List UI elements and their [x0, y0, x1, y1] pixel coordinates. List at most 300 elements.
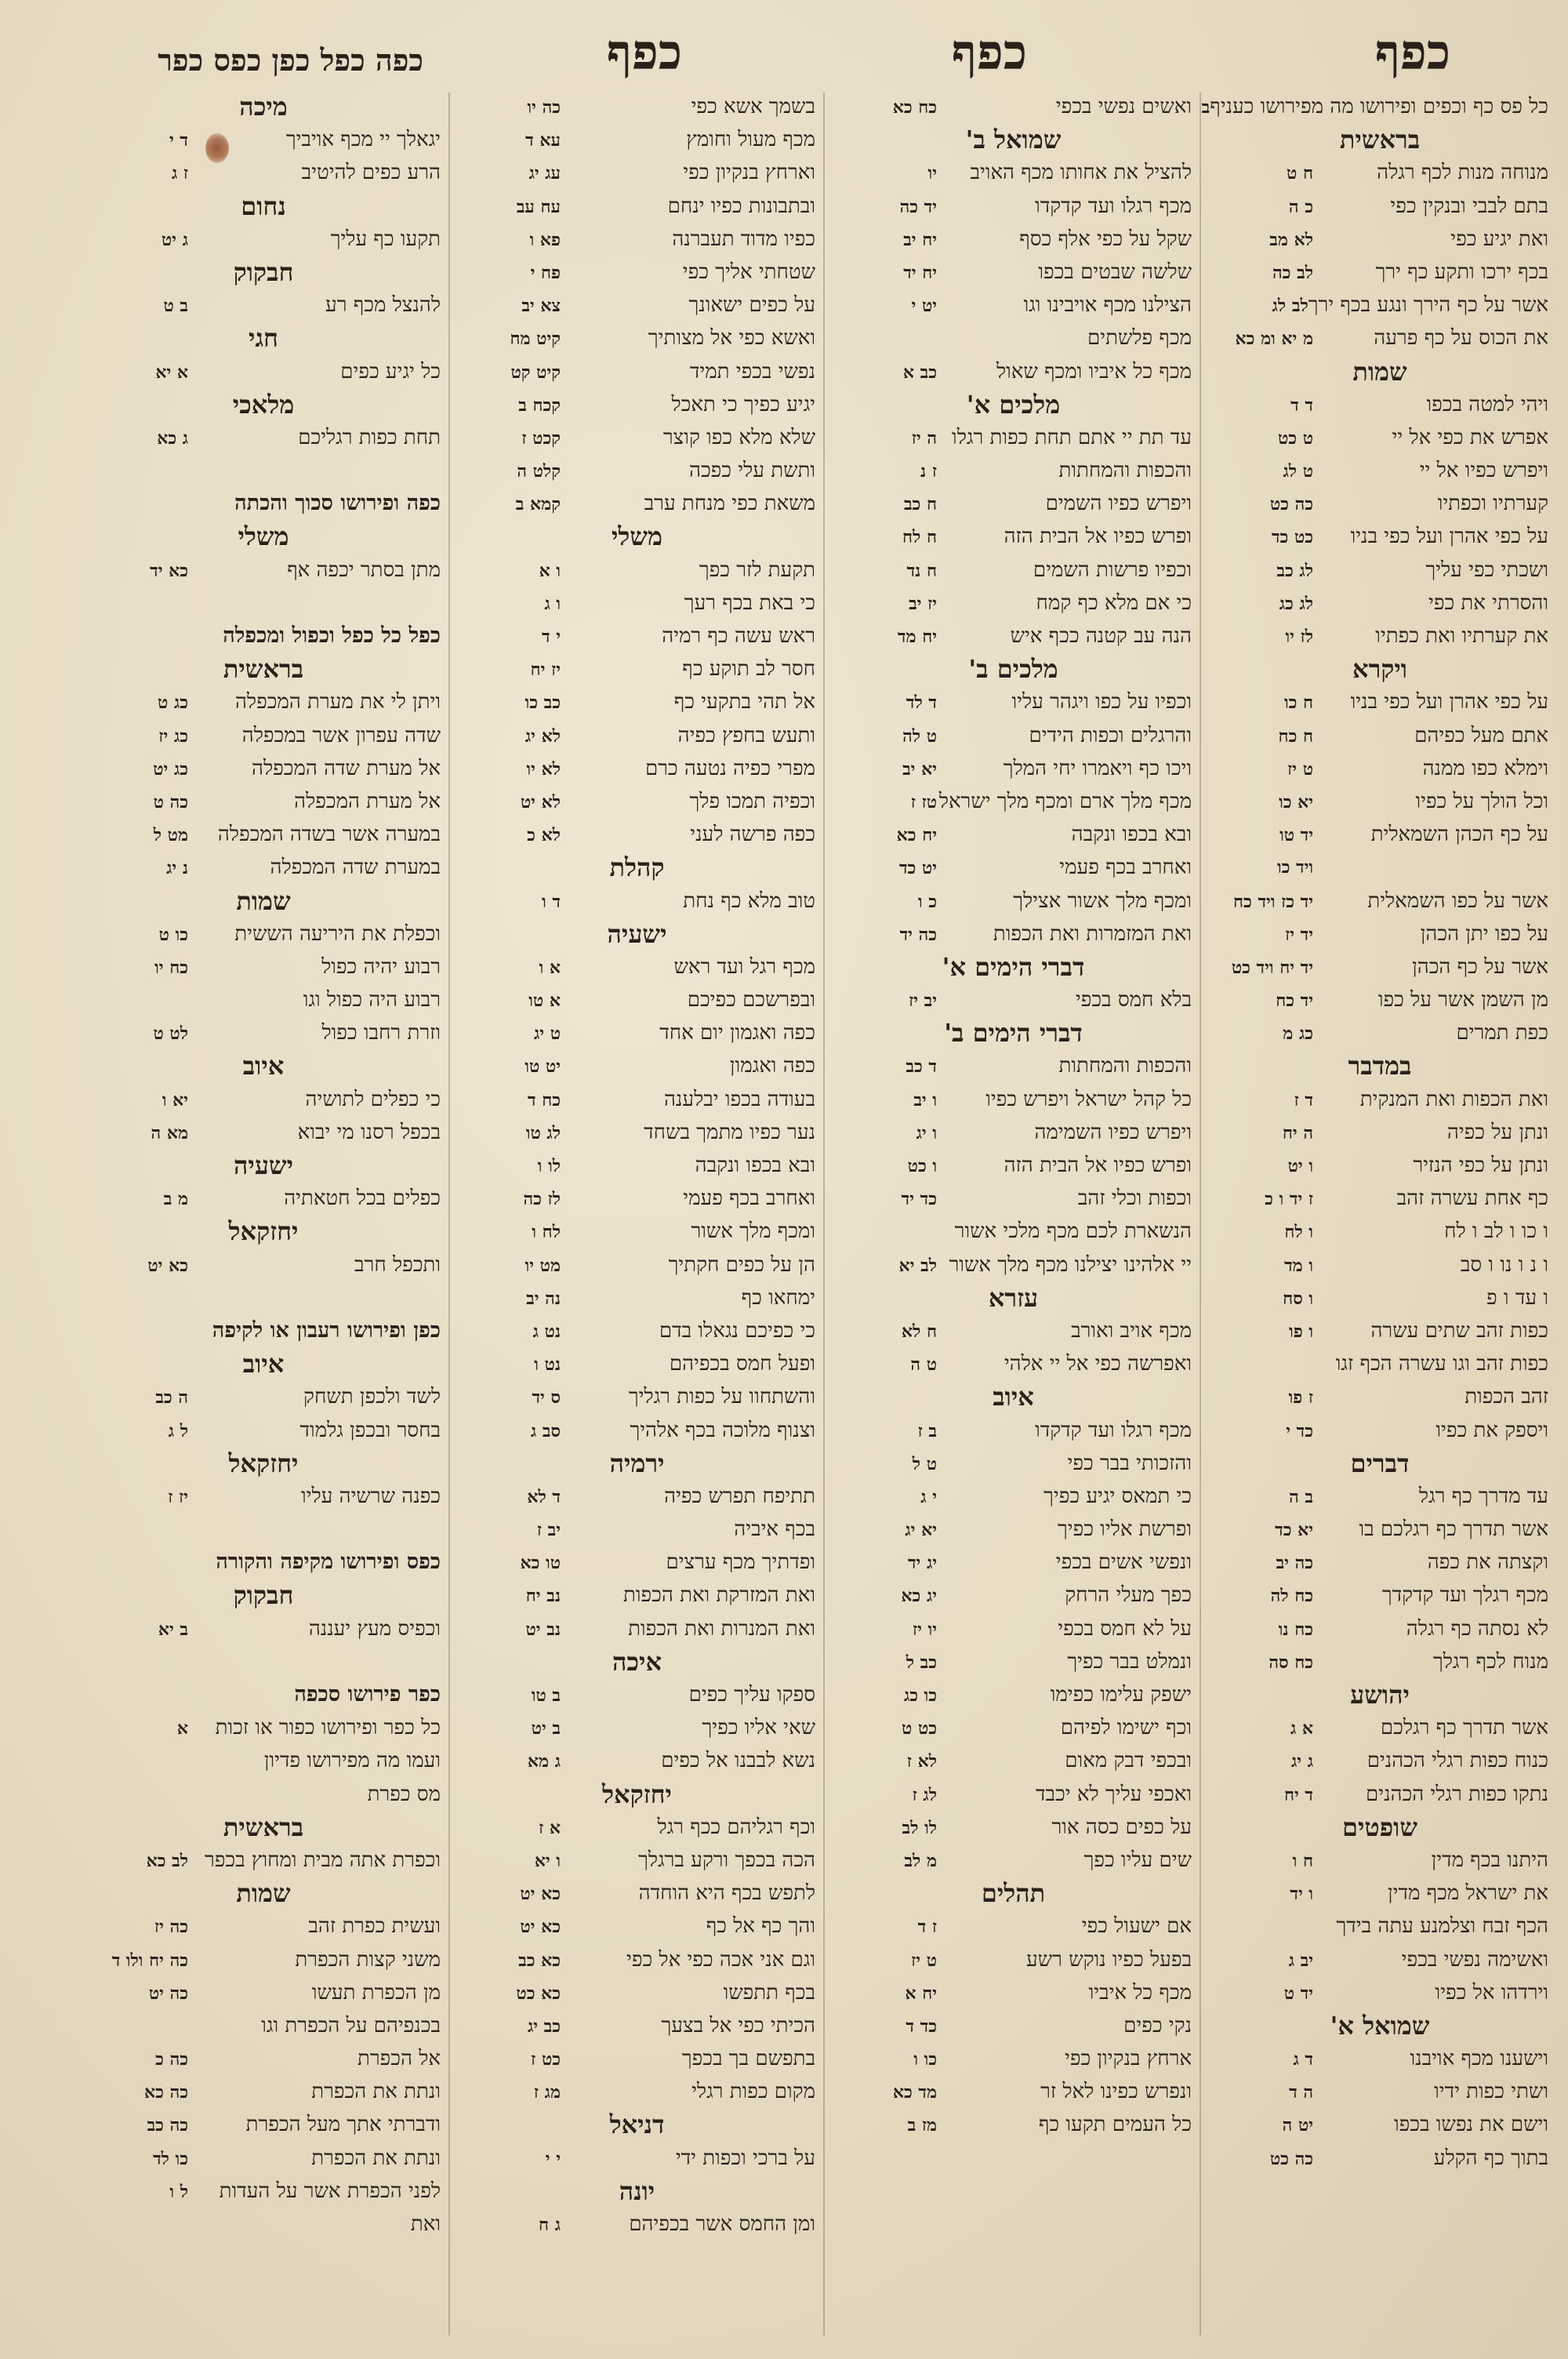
verse-row — [1211, 1281, 1548, 1314]
book-heading — [86, 1811, 441, 1844]
verse-row — [835, 1149, 1192, 1182]
book-heading — [459, 918, 815, 951]
book-heading — [835, 1877, 1192, 1910]
verse-reference: כה ט — [153, 791, 188, 812]
verse-reference: ז יד ו כ — [1265, 1189, 1313, 1210]
book-heading — [1211, 1447, 1548, 1480]
verse-row — [459, 123, 815, 156]
verse-reference: יד יז — [1285, 924, 1313, 945]
book-heading — [86, 190, 441, 223]
verse-row — [86, 1513, 441, 1546]
verse-text: ונפשי אשים בכפי — [1055, 1550, 1192, 1575]
verse-row — [459, 2009, 815, 2042]
verse-reference: יט ה — [1282, 2115, 1313, 2136]
verse-reference: כ ה — [1288, 196, 1313, 217]
verse-reference: כא יד — [150, 560, 188, 581]
verse-reference: ג יג — [1291, 1751, 1313, 1772]
verse-row — [1211, 554, 1548, 587]
book-heading — [86, 1347, 441, 1380]
book-heading-text: איוב — [993, 1382, 1034, 1412]
verse-reference: ד יח — [1283, 1784, 1313, 1805]
verse-row — [459, 1083, 815, 1116]
verse-text: ישפק עלימו כפימו — [1050, 1683, 1192, 1707]
verse-row — [459, 1414, 815, 1447]
verse-row — [835, 223, 1192, 256]
verse-row — [835, 1943, 1192, 1976]
verse-reference: יא יב — [902, 758, 937, 780]
book-heading-text: תהלים — [981, 1878, 1046, 1909]
verse-text: וכף רגליהם ככף רגל — [657, 1815, 815, 1839]
verse-reference: ו סח — [1283, 1288, 1313, 1309]
book-heading — [86, 1579, 441, 1612]
verse-row — [1211, 454, 1548, 487]
verse-text: וזרת רחבו כפול — [321, 1021, 441, 1045]
verse-row — [86, 685, 441, 718]
verse-text: כי באת בכף רעך — [684, 591, 815, 615]
book-heading-text: איוב — [242, 1349, 285, 1379]
verse-row — [459, 1281, 815, 1314]
book-heading-text: יחזקאל — [602, 1779, 672, 1809]
verse-row — [835, 818, 1192, 851]
verse-text: ופרש כפיו אל הבית הזה — [1004, 525, 1192, 549]
verse-row — [1211, 983, 1548, 1016]
verse-text: מקום כפות רגלי — [691, 2080, 815, 2104]
root-entry-heading — [86, 1314, 441, 1347]
verse-reference: יח יב — [903, 229, 937, 250]
verse-reference: יא כו — [1279, 791, 1313, 812]
verse-text: אל מערת שדה המכפלה — [252, 756, 441, 780]
verse-text: ארחץ בנקיון כפי — [1065, 2047, 1192, 2071]
verse-row — [86, 1711, 441, 1744]
verse-reference: יו — [927, 163, 937, 184]
verse-row — [835, 1678, 1192, 1711]
verse-row — [1211, 1414, 1548, 1447]
verse-row — [459, 1480, 815, 1513]
verse-text: ומכף מלך אשור אצילך — [1013, 889, 1192, 913]
verse-reference: כה כ — [155, 2049, 188, 2070]
verse-reference: נט ג — [532, 1321, 561, 1342]
book-heading — [86, 1149, 441, 1182]
verse-row — [459, 983, 815, 1016]
verse-text: ונתת את הכפרת — [311, 2146, 441, 2170]
verse-row — [86, 2009, 441, 2042]
verse-row — [835, 289, 1192, 322]
verse-row — [835, 487, 1192, 520]
verse-text: כפנה שרשיה עליו — [301, 1484, 441, 1508]
root-entry-heading — [86, 1678, 441, 1711]
verse-reference: יא יג — [905, 1520, 937, 1541]
verse-reference: ח כו — [1283, 692, 1313, 714]
verse-row — [459, 1380, 815, 1413]
verse-text: והרגלים וכפות הידים — [1029, 723, 1192, 747]
verse-row — [459, 885, 815, 918]
column-4 — [86, 90, 441, 2341]
verse-row — [1211, 322, 1548, 354]
verse-reference: ב טו — [531, 1685, 561, 1706]
verse-reference: מ ב — [163, 1189, 188, 1210]
verse-reference: כד ד — [906, 2016, 937, 2037]
verse-row — [86, 1182, 441, 1215]
verse-row — [86, 454, 441, 487]
verse-row — [1211, 2108, 1548, 2141]
verse-reference: כט ט — [902, 1718, 937, 1739]
verse-text: על כף הכהן השמאלית — [1370, 823, 1548, 847]
verse-reference: ג מא — [527, 1751, 561, 1772]
verse-text: כי אם מלא כף קמח — [1036, 591, 1192, 615]
verse-row — [86, 1778, 441, 1811]
verse-text: שאי אליו כפיך — [702, 1716, 815, 1740]
header-col1: כפף — [1374, 24, 1450, 81]
verse-reference: קלט ה — [517, 461, 561, 482]
book-heading — [86, 388, 441, 421]
verse-text: והזכותי בבר כפי — [1067, 1451, 1192, 1475]
verse-text: ובכפי דבק מאום — [1065, 1749, 1192, 1773]
book-heading — [835, 652, 1192, 685]
verse-text: ונתן על כפי הנזיר — [1413, 1154, 1548, 1177]
verse-text: על כפו יתן הכהן — [1420, 921, 1548, 946]
verse-text: על כפי אהרן ועל כפי בניו — [1350, 690, 1548, 714]
verse-row — [1211, 918, 1548, 951]
verse-row — [835, 355, 1192, 388]
verse-row — [86, 1281, 441, 1314]
verse-text: ומכף מלך אשור — [691, 1219, 815, 1244]
verse-text: על כפים כסה אור — [1051, 1815, 1192, 1839]
verse-row — [835, 1976, 1192, 2009]
verse-text: ויפרש כפיו השמים — [1045, 492, 1192, 516]
verse-row — [459, 156, 815, 189]
verse-reference: ט ל — [912, 1453, 937, 1474]
verse-reference: יז יב — [909, 593, 937, 614]
verse-reference: לא יו — [526, 758, 561, 780]
verse-reference: כ ו — [917, 891, 937, 912]
verse-reference: יח יד — [903, 262, 937, 283]
verse-row — [459, 752, 815, 785]
verse-row — [835, 1116, 1192, 1149]
verse-reference: יג יד — [907, 1553, 937, 1574]
verse-reference: א ג — [1290, 1718, 1313, 1739]
verse-reference: ד לא — [527, 1486, 561, 1507]
verse-text: וכפיס מעץ יעננה — [308, 1616, 441, 1641]
verse-reference: יב ז — [536, 1520, 561, 1541]
verse-text: והכפות והמחתות — [1058, 1054, 1192, 1078]
verse-reference: יא ו — [162, 1089, 188, 1110]
verse-text: להנצל מכף רע — [325, 293, 441, 318]
verse-reference: י ד — [541, 627, 561, 647]
verse-row — [459, 1215, 815, 1248]
verse-reference: יח מד — [897, 627, 937, 647]
book-heading — [1211, 355, 1548, 388]
verse-row — [835, 983, 1192, 1016]
verse-row — [86, 1016, 441, 1049]
verse-text: משאת כפי מנחת ערב — [644, 492, 815, 516]
verse-text: מכף מלך ארם ומכף מלך ישראל — [938, 789, 1192, 813]
verse-text: משני קצות הכפרת — [295, 1947, 441, 1972]
verse-reference: כג יז — [158, 725, 188, 747]
verse-row — [459, 1347, 815, 1380]
book-heading-text: יחזקאל — [228, 1216, 299, 1247]
verse-row — [86, 1414, 441, 1447]
verse-row — [835, 1711, 1192, 1744]
book-heading — [1211, 2009, 1548, 2042]
verse-text: שלשה שבטים בכפו — [1038, 260, 1192, 284]
book-heading — [86, 1215, 441, 1248]
column-1 — [1201, 90, 1548, 2341]
verse-reference: ו יט — [1287, 1156, 1313, 1176]
verse-row — [835, 719, 1192, 752]
verse-row — [835, 1083, 1192, 1116]
verse-row — [459, 1711, 815, 1744]
verse-reference: ו ג — [544, 593, 561, 614]
verse-text: הרע כפים להיטיב — [301, 161, 441, 185]
verse-reference: ויד כו — [1276, 857, 1313, 878]
verse-text: כפות זהב שתים עשרה — [1370, 1318, 1548, 1343]
verse-reference: ח לא — [901, 1321, 937, 1342]
verse-reference: ב יא — [158, 1619, 188, 1640]
verse-text: וירדהו אל כפיו — [1435, 1980, 1548, 2005]
verse-text: ואת — [410, 2212, 441, 2236]
verse-reference: י ג — [920, 1486, 937, 1507]
book-heading-text: שמואל ב' — [965, 125, 1062, 155]
book-heading — [86, 1877, 441, 1910]
verse-row — [86, 156, 441, 189]
verse-row — [835, 1480, 1192, 1513]
verse-text: וכפיה תמכו פלך — [689, 789, 815, 813]
verse-row — [1211, 1380, 1548, 1413]
verse-reference: נט ו — [534, 1354, 561, 1376]
verse-reference: צא יב — [521, 296, 561, 317]
verse-row — [459, 256, 815, 289]
verse-row — [86, 1844, 441, 1877]
book-heading — [86, 322, 441, 354]
verse-reference: כה כב — [147, 2115, 188, 2136]
verse-text: כפיו מדוד תעברנה — [672, 227, 815, 251]
verse-reference: יד כה — [899, 196, 937, 217]
verse-row — [459, 1149, 815, 1182]
book-heading-text: ויקרא — [1352, 654, 1407, 685]
verse-row — [835, 1811, 1192, 1844]
verse-text: ימחאו כף — [741, 1285, 815, 1310]
verse-text: יגיע כפיך כי תאכל — [671, 392, 815, 416]
verse-reference: טז ז — [910, 791, 937, 812]
verse-text: ותשת עלי כפכה — [689, 459, 815, 483]
verse-text: יי אלהינו יצילנו מכף מלך אשור — [949, 1252, 1192, 1277]
verse-text: ספקו עליך כפים — [688, 1683, 815, 1707]
verse-reference: עח עב — [516, 196, 561, 217]
verse-reference: כג ט — [158, 692, 188, 714]
verse-text: שטחתי אליך כפי — [682, 260, 815, 284]
verse-reference: ח כב — [903, 494, 937, 515]
verse-text: שקל על כפי אלף כסף — [1019, 227, 1192, 251]
verse-text: ואת המנרות ואת הכפות — [628, 1616, 815, 1641]
verse-row — [1211, 818, 1548, 851]
verse-reference: עא ד — [525, 130, 561, 151]
book-heading — [1211, 123, 1548, 156]
verse-reference: מד כא — [892, 2082, 937, 2103]
verse-reference: קיט מח — [510, 329, 561, 350]
book-heading-text: ישעיה — [607, 918, 667, 949]
book-heading — [459, 1778, 815, 1811]
verse-row — [86, 785, 441, 818]
verse-row — [1211, 785, 1548, 818]
verse-row — [459, 1943, 815, 1976]
verse-text: ויהי למטה בכפו — [1426, 392, 1548, 416]
verse-text: ועמו מה מפירושו פדיון — [263, 1749, 441, 1773]
verse-row — [1211, 1943, 1548, 1976]
verse-reference: יב יז — [909, 990, 937, 1012]
verse-text: רבוע יהיה כפול — [321, 954, 441, 979]
verse-row — [459, 1314, 815, 1347]
verse-reference: סב ג — [530, 1420, 561, 1441]
verse-reference: ח כח — [1278, 725, 1313, 747]
verse-text: ובפרשכם כפיכם — [687, 988, 815, 1012]
verse-reference: ו פו — [1289, 1321, 1313, 1342]
book-heading — [459, 851, 815, 884]
verse-text: ו עד ו פ — [1486, 1285, 1548, 1310]
verse-reference: לט ט — [153, 1023, 188, 1045]
verse-row — [459, 1546, 815, 1579]
verse-text: וארחץ בנקיון כפי — [683, 161, 815, 185]
verse-text: ואת המזמרות ואת הכפות — [993, 921, 1192, 946]
verse-row — [1211, 2142, 1548, 2175]
verse-reference: ד כב — [906, 1056, 937, 1078]
verse-text: כפך מעלי הרחק — [1065, 1583, 1192, 1608]
verse-text: נתקו כפות רגלי הכהנים — [1366, 1782, 1548, 1806]
verse-row — [835, 2075, 1192, 2108]
verse-reference: יד כז ויד כח — [1233, 891, 1313, 912]
verse-text: על כפים ישאונך — [688, 293, 815, 318]
verse-text: מכף רגלו ועד קדקדו — [1035, 1418, 1192, 1442]
verse-text: לפני הכפרת אשר על העדות — [219, 2179, 441, 2203]
verse-reference: א יא — [155, 362, 188, 383]
verse-text: הכה בכפך ורקע ברגלך — [638, 1848, 815, 1872]
book-heading-text: חבקוק — [233, 256, 294, 287]
verse-text: כל פס כף וכפים ופירושו מה מפירושו כעניף — [1210, 95, 1548, 118]
verse-text: לא נסתה כף רגלה — [1406, 1616, 1548, 1641]
verse-row — [835, 256, 1192, 289]
verse-text: מנוח לכף רגלך — [1432, 1649, 1548, 1674]
verse-row — [459, 454, 815, 487]
root-entry-text: כפל כל כפל וכפול ומכפלה — [223, 623, 441, 648]
verse-reference: מ לב — [904, 1850, 937, 1871]
verse-reference: קיט קט — [510, 362, 561, 383]
verse-text: אל מערת המכפלה — [294, 789, 441, 813]
verse-row — [86, 2042, 441, 2075]
verse-text: ואחרב בכף פעמי — [683, 1187, 815, 1211]
verse-text: ופרשת אליו כפיך — [1058, 1518, 1192, 1542]
verse-text: הכיתי כפי אל בצעך — [661, 2013, 815, 2037]
verse-text: כל קהל ישראל ויפרש כפיו — [985, 1087, 1192, 1111]
verse-text: והסרתי את כפי — [1428, 591, 1548, 615]
verse-reference: ה יח — [1282, 1122, 1313, 1143]
verse-text: מן הכפרת תעשו — [311, 1980, 441, 2005]
verse-row — [459, 190, 815, 223]
verse-text: כפה ואגמון יום אחד — [659, 1021, 815, 1045]
verse-reference: כח יו — [154, 957, 188, 978]
verse-text: והך כף אל כף — [706, 1914, 815, 1939]
verse-reference: ב יט — [531, 1718, 561, 1739]
verse-row — [835, 190, 1192, 223]
verse-row — [1211, 851, 1548, 884]
verse-text: ופעל חמס בכפיהם — [669, 1352, 815, 1376]
verse-text: וקצתה את כפה — [1427, 1550, 1548, 1575]
verse-row — [459, 1844, 815, 1877]
verse-row — [459, 1612, 815, 1645]
verse-row — [1211, 2042, 1548, 2075]
verse-row — [1211, 1149, 1548, 1182]
verse-text: בכף תתפשו — [723, 1980, 815, 2005]
verse-row — [1211, 1579, 1548, 1612]
verse-row — [835, 1249, 1192, 1281]
book-heading — [459, 1447, 815, 1480]
verse-text: יגאלך יי מכף אויביך — [285, 128, 441, 152]
book-heading-text: איוב — [242, 1051, 285, 1081]
verse-row — [835, 1612, 1192, 1645]
verse-row — [86, 223, 441, 256]
verse-reference: כה יט — [148, 1983, 188, 2004]
verse-row — [1211, 156, 1548, 189]
verse-text: לתפש בכף היא הוחדה — [638, 1881, 815, 1906]
verse-row — [835, 1744, 1192, 1777]
verse-row — [459, 1116, 815, 1149]
verse-text: אשר על כפו השמאלית — [1367, 889, 1548, 913]
verse-reference: ב — [1201, 97, 1210, 118]
verse-reference: כג יט — [153, 758, 188, 780]
verse-reference: לב יא — [898, 1255, 937, 1276]
verse-reference: יט כד — [898, 858, 937, 879]
verse-reference: לב כה — [1272, 262, 1313, 283]
verse-text: ומן החמס אשר בכפיהם — [629, 2212, 815, 2236]
verse-text: כי תמאס יגיע כפיך — [1044, 1484, 1192, 1508]
verse-row — [1211, 1778, 1548, 1811]
verse-reference: נ יג — [166, 858, 188, 879]
verse-reference: ל ג — [168, 1420, 188, 1441]
verse-reference: עג יג — [528, 163, 561, 184]
verse-reference: יד יח ויד כט — [1231, 957, 1313, 978]
verse-row — [86, 1744, 441, 1777]
verse-reference: כב יג — [527, 2016, 561, 2037]
verse-text: ושתי כפות ידיו — [1434, 2080, 1548, 2104]
verse-reference: ה יז — [911, 427, 937, 449]
verse-text: ואפרשה כפי אל יי אלהי — [1004, 1352, 1192, 1376]
verse-reference: ט כט — [1278, 427, 1313, 449]
verse-text: מן השמן אשר על כפו — [1377, 988, 1548, 1012]
verse-reference: לו ו — [537, 1156, 561, 1176]
header-col2: כפף — [951, 24, 1027, 81]
verse-reference: ו יג — [916, 1122, 937, 1143]
verse-reference: כה כט — [1269, 2148, 1313, 2169]
verse-text: ויכו כף ויאמרו יחי המלך — [1003, 756, 1192, 780]
book-heading-text: יהושע — [1350, 1680, 1410, 1710]
verse-reference: קמא ב — [515, 494, 561, 515]
verse-reference: לב לג — [1272, 296, 1308, 317]
verse-text: ואשים נפשי בכפי — [1055, 95, 1192, 118]
verse-row — [835, 156, 1192, 189]
verse-text: בשמך אשא כפי — [691, 95, 815, 118]
verse-text: ותכפל חרב — [354, 1252, 441, 1277]
book-heading-text: חגי — [249, 323, 278, 354]
verse-row — [1201, 90, 1548, 123]
verse-text: בכפל רסנו מי יבוא — [297, 1120, 441, 1144]
verse-reference: א ז — [539, 1817, 561, 1838]
verse-row — [835, 1182, 1192, 1215]
verse-reference: כא כב — [518, 1950, 561, 1971]
verse-text: והשתחוו על כפות רגליך — [628, 1385, 815, 1409]
book-heading — [835, 951, 1192, 983]
verse-reference: כט כד — [1271, 527, 1313, 548]
verse-text: שלא מלא כפו קוצר — [662, 425, 815, 449]
verse-text: תחת כפות רגליכם — [298, 425, 441, 449]
book-heading-text: שמות — [1352, 356, 1407, 387]
